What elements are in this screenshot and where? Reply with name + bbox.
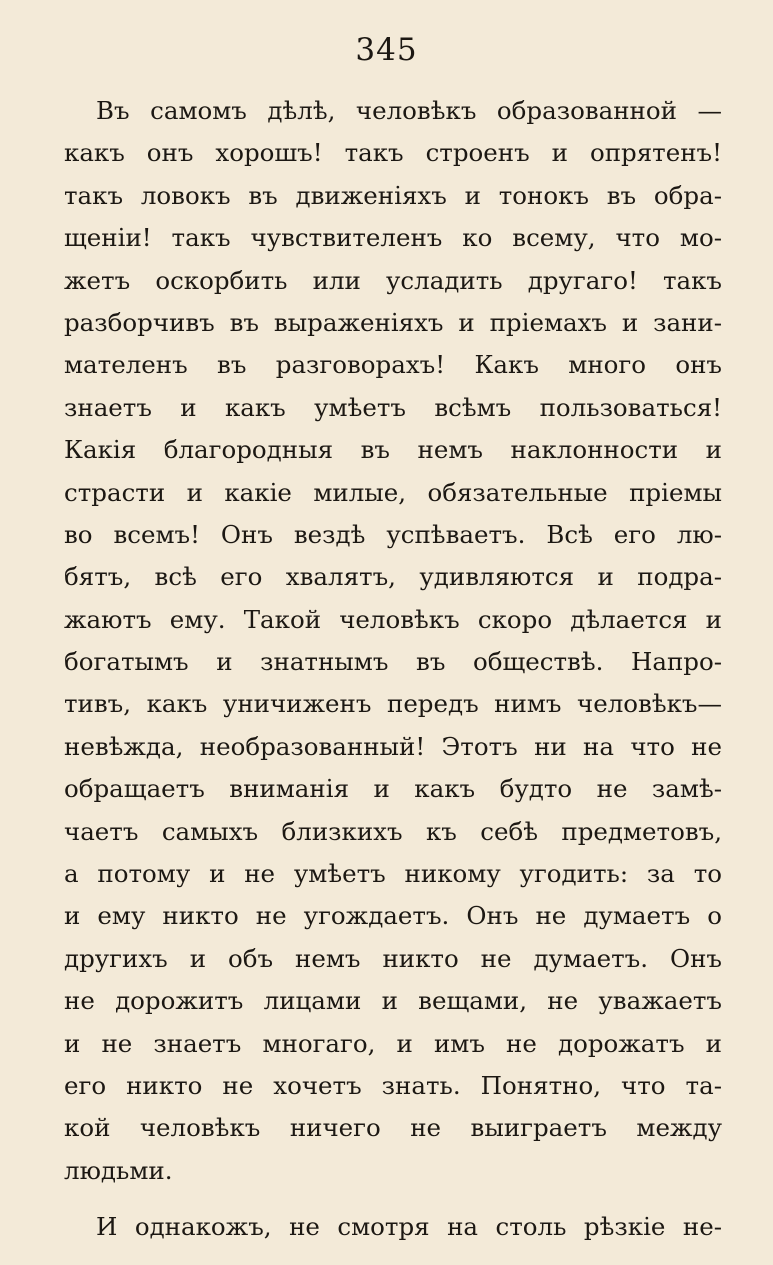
text-line: жетъ оскорбить или усладить другаго! такъ: [64, 265, 722, 295]
text-line: страсти и какіе милые, обязательные пріемы: [64, 477, 722, 507]
text-line: разборчивъ въ выраженіяхъ и пріемахъ и зани-: [64, 307, 722, 337]
text-line: и ему никто не угождаетъ. Онъ не думаетъ о: [64, 901, 722, 931]
text-line: знаетъ и какъ умѣетъ всѣмъ пользоваться!: [64, 392, 722, 422]
text-line: такъ ловокъ въ движеніяхъ и тонокъ въ обра-: [64, 180, 722, 210]
text-line: чаетъ самыхъ близкихъ къ себѣ предметовъ,: [64, 816, 722, 846]
text-line: людьми.: [64, 1155, 173, 1185]
text-line: не дорожитъ лицами и вещами, не уважаетъ: [64, 986, 722, 1016]
text-line: и не знаетъ многаго, и имъ не дорожатъ и: [64, 1028, 722, 1058]
page-number: 345: [355, 32, 418, 68]
paragraph-spacer: [64, 1192, 722, 1206]
body-text: [64, 90, 722, 1249]
text-line: тивъ, какъ уничиженъ передъ нимъ человѣкъ—: [64, 689, 722, 719]
text-line: невѣжда, необразованный! Этотъ ни на что не: [64, 731, 722, 761]
text-line: жаютъ ему. Такой человѣкъ скоро дѣлается и: [64, 604, 722, 634]
text-line: щеніи! такъ чувствителенъ ко всему, что мо-: [64, 223, 722, 253]
text-line: какъ онъ хорошъ! такъ строенъ и опрятенъ!: [64, 138, 722, 168]
text-line: Какія благородныя въ немъ наклонности и: [64, 435, 722, 465]
text-line: богатымъ и знатнымъ въ обществѣ. Напро-: [64, 647, 722, 677]
text-line: Въ самомъ дѣлѣ, человѣкъ образованной —: [96, 96, 722, 125]
text-line: И однакожъ, не смотря на столь рѣзкіе не-: [96, 1212, 722, 1242]
text-line: его никто не хочетъ знать. Понятно, что та-: [64, 1070, 722, 1100]
text-line: во всемъ! Онъ вездѣ успѣваетъ. Всѣ его лю-: [64, 519, 722, 549]
text-line: мателенъ въ разговорахъ! Какъ много онъ: [64, 350, 722, 380]
text-line: другихъ и объ немъ никто не думаетъ. Онъ: [64, 943, 722, 973]
text-line: кой человѣкъ ничего не выиграетъ между: [64, 1113, 722, 1143]
text-line: обращаетъ вниманія и какъ будто не замѣ-: [64, 774, 722, 804]
text-line: а потому и не умѣетъ никому угодить: за то: [64, 859, 722, 889]
text-line: бятъ, всѣ его хвалятъ, удивляются и подра-: [64, 562, 722, 592]
paragraph-2: [64, 1206, 722, 1248]
paragraph-1: [64, 90, 722, 1192]
